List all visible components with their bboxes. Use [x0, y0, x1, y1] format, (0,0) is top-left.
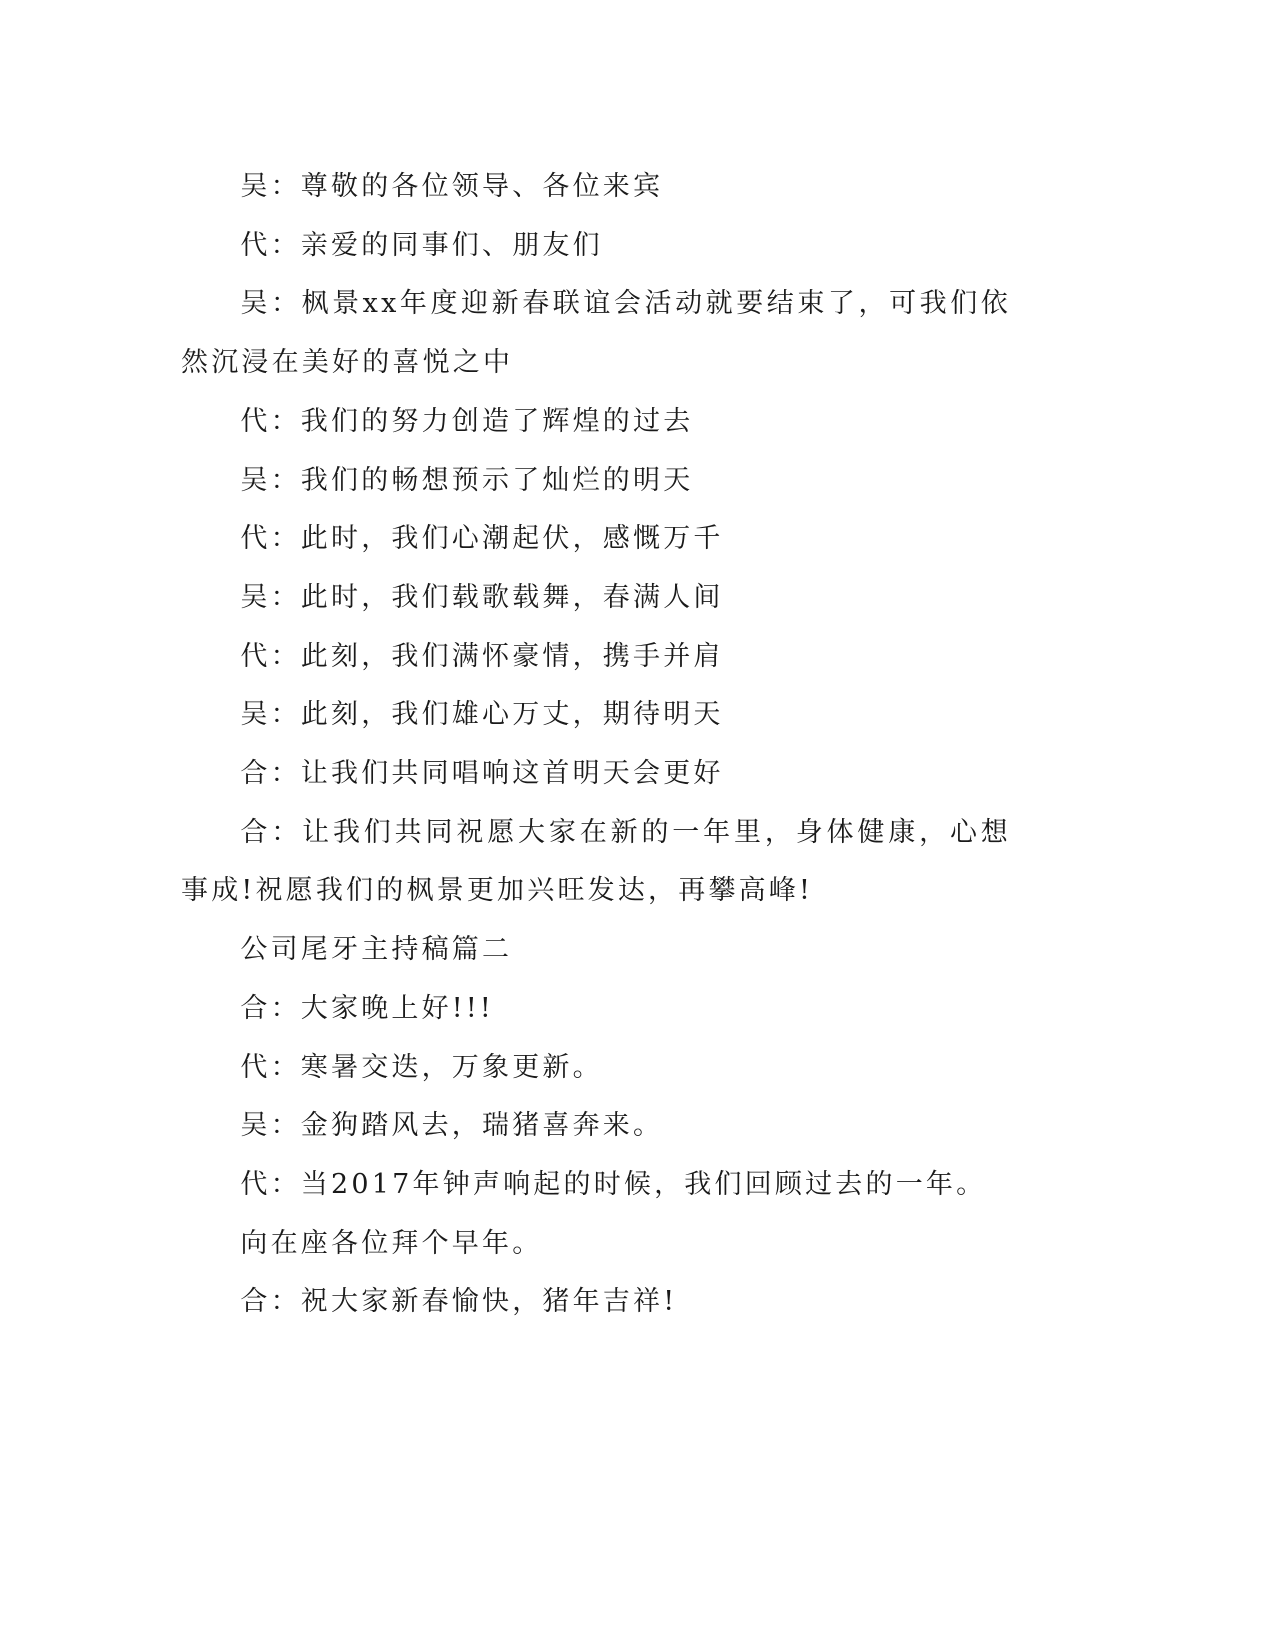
paragraph-5: 吴：我们的畅想预示了灿烂的明天 — [240, 464, 694, 496]
paragraph-17: 向在座各位拜个早年。 — [240, 1227, 543, 1259]
paragraph-4: 代：我们的努力创造了辉煌的过去 — [240, 405, 694, 437]
paragraph-10: 合：让我们共同唱响这首明天会更好 — [240, 758, 724, 790]
paragraph-18: 合：祝大家新春愉快，猪年吉祥! — [240, 1286, 678, 1318]
paragraph-6: 代：此时，我们心潮起伏，感慨万千 — [240, 523, 724, 555]
paragraph-16: 代：当2017年钟声响起的时候，我们回顾过去的一年。 — [240, 1168, 987, 1200]
paragraph-13: 合：大家晚上好!!! — [240, 992, 494, 1024]
paragraph-1: 吴：尊敬的各位领导、各位来宾 — [240, 171, 664, 202]
paragraph-14: 代：寒暑交迭，万象更新。 — [240, 1051, 603, 1083]
paragraph-8: 代：此刻，我们满怀豪情，携手并肩 — [240, 640, 724, 672]
section-heading: 公司尾牙主持稿篇二 — [240, 934, 513, 966]
paragraph-2: 代：亲爱的同事们、朋友们 — [240, 229, 603, 261]
paragraph-7: 吴：此时，我们载歌载舞，春满人间 — [240, 581, 724, 613]
document-body — [181, 158, 1011, 1332]
paragraph-9: 吴：此刻，我们雄心万丈，期待明天 — [240, 699, 724, 731]
paragraph-3: 吴：枫景xx年度迎新春联谊会活动就要结束了，可我们依然沉浸在美好的喜悦之中 — [181, 288, 1011, 379]
paragraph-15: 吴：金狗踏风去，瑞猪喜奔来。 — [240, 1110, 664, 1142]
paragraph-11: 合：让我们共同祝愿大家在新的一年里，身体健康，心想事成!祝愿我们的枫景更加兴旺发达，再攀高峰! — [181, 816, 1011, 907]
